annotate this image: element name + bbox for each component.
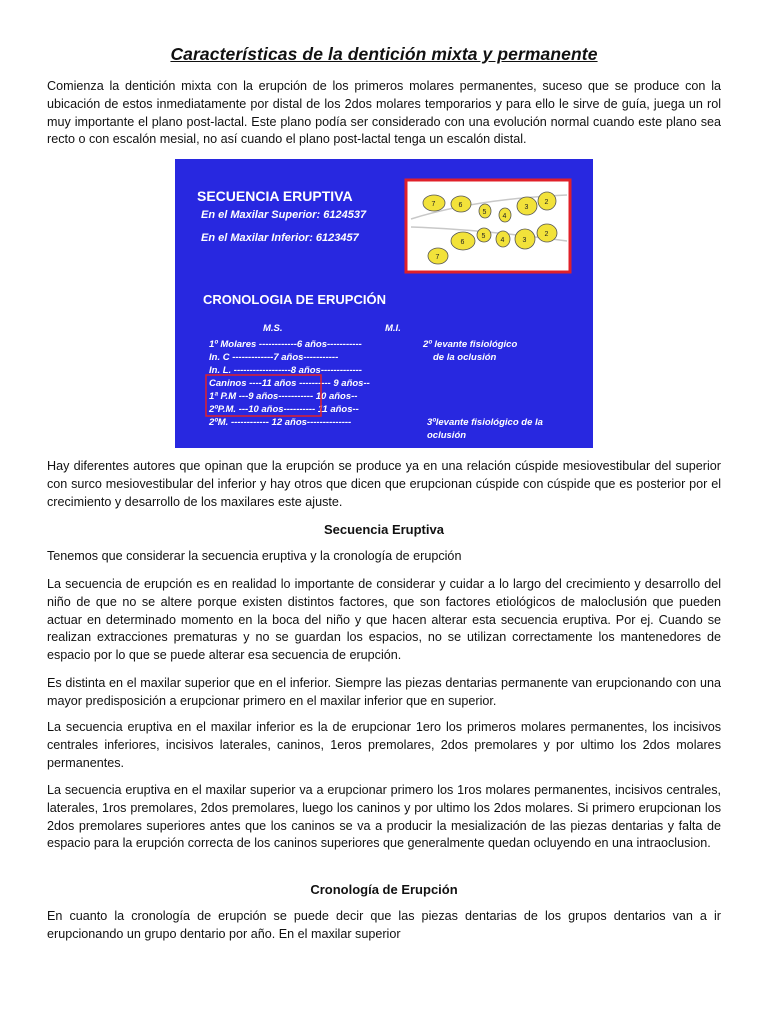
document-title: Características de la dentición mixta y permanente [170,44,598,64]
slide-note-second-lift-cont: de la oclusión [433,352,497,363]
slide-note-third-lift-cont: oclusión [427,430,467,441]
tooth-label: 4 [500,237,505,244]
tooth-label: 5 [481,233,486,240]
paragraph-consider: Tenemos que considerar la secuencia eruptiva y la cronología de erupción [47,549,462,563]
teeth-diagram [406,180,570,272]
heading-eruptive-sequence: Secuencia Eruptiva [324,522,444,537]
paragraph-sequence-importance: La secuencia de erupción es en realidad lo importante de considerar y cuidar a lo largo del crecimiento y desarrollo del niño de que no se altere porque existen distintos factores, que son factores etiológicos de maloclusión que pueden actuar en determinado momento en la boca del niño y que hacen alterar esta secuencia eruptiva. Por ej. Cuando se realizan extracciones prematuras y no se guardan los espacios, no se utilizan correctamente los mantenedores de espacio por lo que se puede alterar esa secuencia de erupción. [47,577,721,663]
chronology-row: 1º Molares ------------6 años----------- [209,339,362,350]
tooth-label: 2 [544,231,549,238]
slide-title-sequence: SECUENCIA ERUPTIVA [197,188,353,204]
chronology-row: 2ºM. ------------ 12 años-------------- [209,417,352,428]
chronology-row: In. C -------------7 años----------- [209,352,339,363]
chronology-row: In. L. ------------------8 años------------- [209,365,362,376]
slide-column-mi: M.I. [385,323,401,334]
tooth-label: 3 [524,204,529,211]
heading-chronology: Cronología de Erupción [310,882,458,897]
paragraph-upper-sequence: La secuencia eruptiva en el maxilar superior va a erupcionar primero los 1ros molares permanentes, incisivos centrales, laterales, 1ros premolares, 2dos premolares, luego los caninos y por ultimo los 2dos molares. Si primero erupcionan los 2dos premolares superiores antes que los caninos se va a producir la mesialización de las piezas dentarias y falta de espacio para la erupción correcta de los caninos superiores que generalmente quedan ocluyendo en una intraoclusion. [47,783,721,851]
paragraph-upper-vs-lower: Es distinta en el maxilar superior que en el inferior. Siempre las piezas dentarias permanente van erupcionando con una mayor predisposición a erupcionar primero en el maxilar inferior que en superior. [47,676,721,708]
tooth-label: 6 [458,202,463,209]
paragraph-authors: Hay diferentes autores que opinan que la erupción se produce ya en una relación cúspide mesiovestibular del superior con surco mesiovestibular del inferior y hay otros que dicen que erupcionan cúspide con cúspide que es posterior por el crecimiento y desarrollo de los maxilares este ajuste. [47,459,721,509]
chronology-row: 2ºP.M. ---10 años---------- 11 años-- [209,404,359,415]
chronology-row: 1ª P.M ---9 años----------- 10 años-- [209,391,358,402]
slide-note-second-lift: 2º levante fisiológico [423,339,518,350]
tooth-label: 4 [502,213,507,220]
tooth-label: 3 [522,237,527,244]
slide-title-chronology: CRONOLOGIA DE ERUPCIÓN [203,292,386,307]
chronology-row: Caninos ----11 años ---------- 9 años-- [209,378,370,389]
slide-column-ms: M.S. [263,323,283,334]
slide-note-third-lift: 3ºlevante fisiológico de la [427,417,543,428]
slide-lower-sequence: En el Maxilar Inferior: 6123457 [201,232,359,244]
eruption-slide-image [175,159,593,448]
tooth-label: 2 [544,199,549,206]
tooth-label: 5 [482,209,487,216]
tooth-label: 7 [435,254,440,261]
paragraph-intro: Comienza la dentición mixta con la erupción de los primeros molares permanentes, suceso que se produce con la ubicación de estos inmediatamente por distal de los 2dos molares temporarios y para ello le sirve de guía, juega un rol muy importante el plano post-lactal. Este plano podía ser considerado con una evolución normal cuando este plano sea recto o con escalón mesial, no así cuando el plano post-lactal tenga un escalón distal. [47,79,721,147]
paragraph-lower-sequence: La secuencia eruptiva en el maxilar inferior es la de erupcionar 1ero los primeros molares permanentes, los incisivos centrales inferiores, incisivos laterales, caninos, 1eros premolares, 2dos premolares y por ultimo los 2dos molares permanentes. [47,720,721,770]
tooth-label: 6 [460,239,465,246]
paragraph-chronology: En cuanto la cronología de erupción se puede decir que las piezas dentarias de los grupos dentarios van a ir erupcionando un grupo dentario por año. En el maxilar superior [47,909,721,941]
tooth-label: 7 [431,201,436,208]
slide-upper-sequence: En el Maxilar Superior: 6124537 [201,209,367,221]
